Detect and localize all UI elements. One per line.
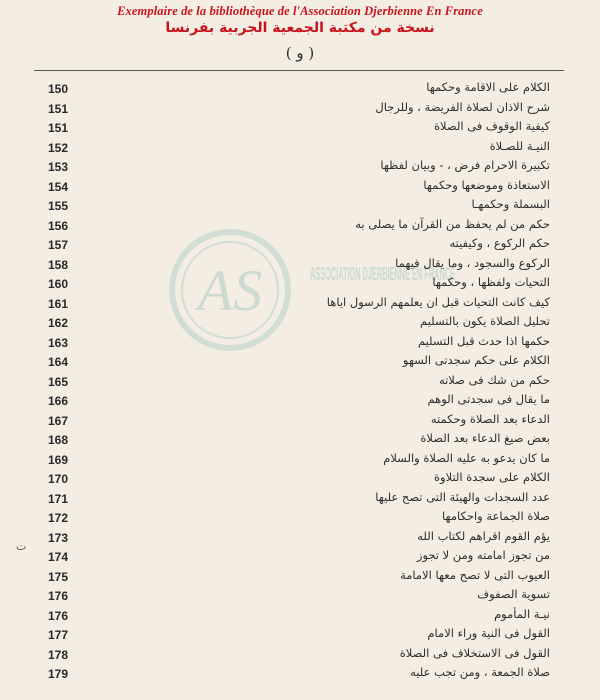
toc-row — [40, 470, 550, 490]
toc-page-number: 166 — [48, 394, 69, 408]
library-header-french: Exemplaire de la bibliothèque de l'Association Djerbienne En France — [117, 4, 483, 18]
toc-entry-title: حكم من شك فى صلاته — [438, 372, 550, 387]
toc-page-number: 151 — [48, 101, 69, 116]
toc-row — [40, 217, 550, 237]
toc-page-number: 179 — [48, 667, 69, 681]
toc-entry-title: القول فى الاستخلاف فى الصلاة — [399, 645, 550, 660]
toc-row — [40, 548, 550, 568]
toc-row — [40, 529, 550, 549]
toc-page-number: 156 — [48, 218, 69, 233]
toc-entry-title: الركوع والسجود ، وما يقال فيهما — [395, 255, 550, 270]
stamp-text: ASSOCIATION DJERBIENNE EN FRANCE — [310, 264, 455, 284]
toc-row — [40, 568, 550, 588]
toc-page-number: 172 — [48, 511, 69, 525]
toc-entry-title: عدد السجدات والهيئة التى تصح عليها — [375, 489, 550, 504]
margin-annotation: ت — [16, 540, 27, 553]
toc-row — [40, 334, 550, 354]
toc-page-number: 157 — [48, 238, 69, 252]
stamp-monogram: AS — [197, 258, 263, 323]
toc-page-number: 158 — [48, 257, 69, 272]
toc-row — [40, 275, 550, 295]
toc-row — [40, 119, 550, 139]
toc-row — [40, 236, 550, 256]
toc-entry-title: البسملة وحكمهـا — [471, 197, 550, 211]
toc-page-number: 173 — [48, 530, 69, 545]
library-header-arabic: نسخة من مكتبة الجمعية الجربية بفرنسا — [165, 20, 435, 36]
toc-entry-title: الكلام على سجدة التلاوة — [434, 470, 550, 484]
toc-row — [40, 178, 550, 198]
toc-page-number: 162 — [48, 316, 69, 330]
toc-row — [40, 626, 550, 646]
toc-entry-title: الدعاء بعد الصلاة وحكمته — [430, 411, 550, 426]
toc-entry-title: العيوب التى لا تصح معها الامامة — [400, 567, 550, 582]
toc-entry-title: ما كان يدعو به عليه الصلاة والسلام — [383, 450, 550, 465]
header-rule — [34, 70, 564, 71]
toc-page-number: 168 — [48, 433, 69, 447]
toc-entry-title: كيف كانت التحيات قبل ان يعلمهم الرسول اياها — [326, 294, 550, 309]
toc-entry-title: صلاة الجماعة واحكامها — [442, 509, 550, 523]
toc-page-number: 153 — [48, 160, 69, 174]
toc-row — [40, 197, 550, 217]
toc-page-number: 169 — [48, 452, 69, 467]
toc-row — [40, 314, 550, 334]
toc-entry-title: تحليل الصلاة يكون بالتسليم — [420, 314, 550, 328]
toc-entry-title: حكم من لم يحفظ من القرآن ما يصلى به — [355, 216, 550, 231]
toc-entry-title: نيـة المأموم — [494, 606, 550, 621]
toc-page-number: 152 — [48, 140, 69, 155]
toc-row — [40, 607, 550, 627]
toc-row — [40, 490, 550, 510]
toc-entry-title: القول فى النية وراء الامام — [427, 626, 550, 640]
toc-page-number: 165 — [48, 374, 69, 389]
toc-page-number: 167 — [48, 413, 69, 428]
toc-entry-title: بعض صيغ الدعاء بعد الصلاة — [420, 431, 550, 445]
toc-page-number: 170 — [48, 472, 69, 486]
toc-entry-title: الاستعاذة وموضعها وحكمها — [423, 177, 550, 192]
toc-entry-title: شرح الاذان لصلاة الفريضة ، وللرجال — [375, 99, 550, 114]
toc-row — [40, 139, 550, 159]
toc-entry-title: كيفية الوقوف فى الصلاة — [433, 119, 550, 133]
toc-row — [40, 158, 550, 178]
toc-page-number: 176 — [48, 608, 69, 623]
toc-entry-title: النيـة للصـلاة — [489, 138, 550, 153]
toc-row — [40, 295, 550, 315]
toc-row — [40, 100, 550, 120]
toc-row — [40, 587, 550, 607]
toc-page-number: 176 — [48, 589, 69, 603]
toc-entry-title: الكلام على الاقامة وحكمها — [426, 80, 550, 94]
toc-entry-title: التحيات ولفظها ، وحكمها — [432, 275, 550, 289]
table-of-contents — [40, 80, 550, 685]
toc-entry-title: حكمها اذا حدث قبل التسليم — [417, 333, 550, 348]
toc-entry-title: صلاة الجمعة ، ومن تجب عليه — [410, 665, 550, 679]
toc-page-number: 151 — [48, 121, 69, 135]
toc-row — [40, 431, 550, 451]
toc-entry-title: حكم الركوع ، وكيفيته — [449, 236, 550, 250]
toc-page-number: 174 — [48, 550, 69, 564]
toc-page-number: 154 — [48, 179, 69, 194]
toc-row — [40, 256, 550, 276]
toc-entry-title: ما يقال فى سجدتى الوهم — [427, 392, 550, 406]
toc-page-number: 150 — [48, 82, 69, 96]
toc-entry-title: يؤم القوم اقراهم لكتاب الله — [417, 528, 550, 543]
toc-page-number: 178 — [48, 647, 69, 662]
toc-page-number: 163 — [48, 335, 69, 350]
toc-row — [40, 451, 550, 471]
toc-row — [40, 392, 550, 412]
toc-row — [40, 80, 550, 100]
toc-row — [40, 412, 550, 432]
toc-row — [40, 665, 550, 685]
toc-row — [40, 509, 550, 529]
toc-page-number: 171 — [48, 491, 69, 506]
toc-page-number: 161 — [48, 296, 69, 311]
toc-page-number: 155 — [48, 199, 69, 213]
toc-entry-title: الكلام على حكم سجدتى السهو — [402, 353, 550, 367]
toc-row — [40, 353, 550, 373]
toc-page-number: 164 — [48, 355, 69, 369]
toc-entry-title: تسوية الصفوف — [477, 587, 550, 601]
page-number-label: ( و ) — [285, 44, 315, 62]
toc-entry-title: من تجوز امامته ومن لا تجوز — [416, 548, 550, 562]
toc-row — [40, 373, 550, 393]
toc-entry-title: تكبيرة الاحرام فرض ، - وبيان لفظها — [380, 158, 550, 172]
toc-page-number: 177 — [48, 628, 69, 642]
toc-row — [40, 646, 550, 666]
toc-page-number: 160 — [48, 277, 69, 291]
toc-page-number: 175 — [48, 569, 69, 584]
